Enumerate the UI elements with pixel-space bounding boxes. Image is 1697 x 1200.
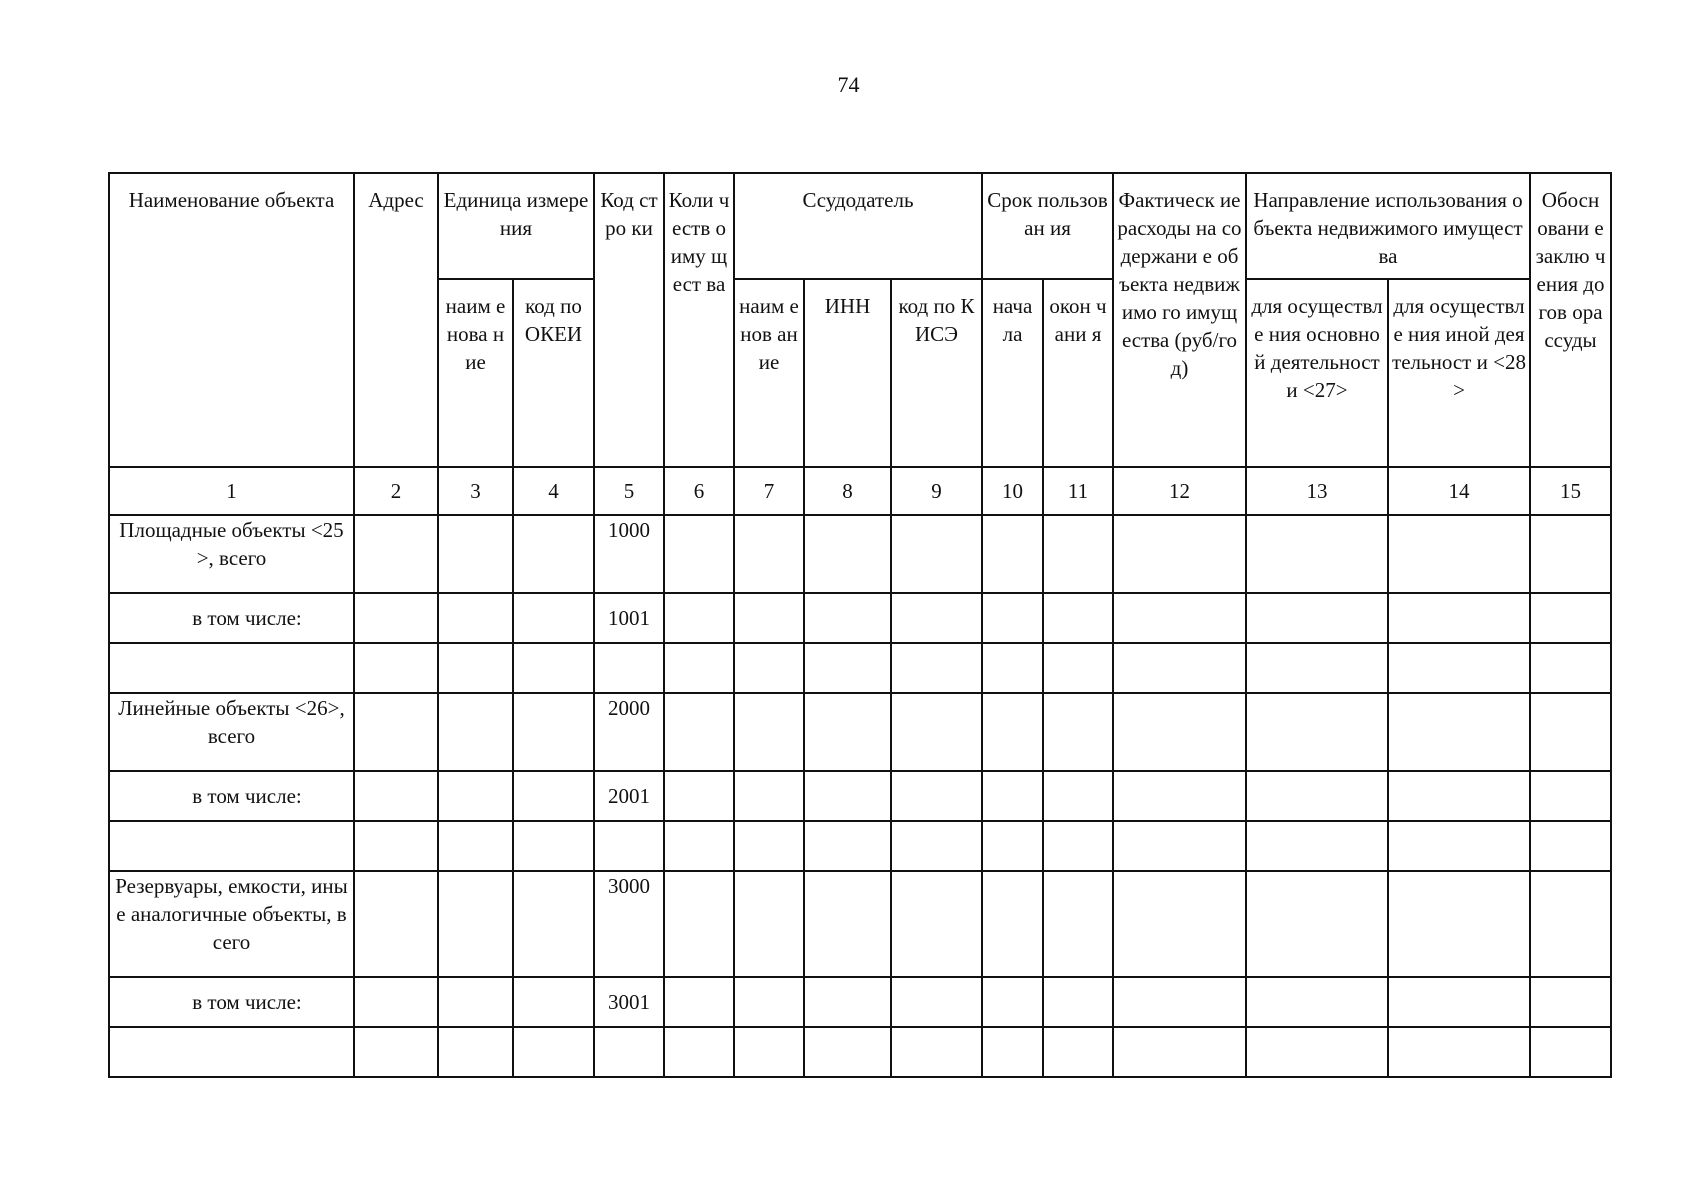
cell (513, 871, 594, 977)
cell (664, 821, 734, 871)
cell (1388, 771, 1530, 821)
table-row (109, 643, 1611, 693)
cell (891, 643, 982, 693)
page-number: 74 (837, 72, 860, 97)
table-row (109, 771, 1611, 821)
cell (982, 771, 1043, 821)
cell (1246, 515, 1388, 593)
header-unit: Единица измерения (438, 173, 594, 279)
row-code: 1001 (594, 593, 664, 643)
cell (594, 643, 664, 693)
cell (891, 821, 982, 871)
cell (438, 643, 513, 693)
cell (513, 515, 594, 593)
cell (1530, 1027, 1611, 1077)
cell (891, 693, 982, 771)
cell (664, 693, 734, 771)
column-number: 4 (513, 467, 594, 515)
cell (438, 1027, 513, 1077)
cell (1113, 593, 1246, 643)
row-name: в том числе: (109, 771, 354, 821)
header-term-start: нача ла (982, 279, 1043, 467)
cell (1113, 643, 1246, 693)
cell (1043, 593, 1113, 643)
row-code: 3000 (594, 871, 664, 977)
cell (109, 821, 354, 871)
cell (438, 515, 513, 593)
cell (354, 693, 438, 771)
cell (1388, 643, 1530, 693)
cell (804, 977, 891, 1027)
cell (1113, 977, 1246, 1027)
cell (891, 871, 982, 977)
cell (804, 693, 891, 771)
row-name: Линейные объекты <26>, всего (109, 693, 354, 771)
cell (982, 821, 1043, 871)
cell (1246, 871, 1388, 977)
cell (1043, 871, 1113, 977)
row-code: 2000 (594, 693, 664, 771)
cell (664, 593, 734, 643)
cell (1113, 821, 1246, 871)
table-row (109, 693, 1611, 771)
row-code: 2001 (594, 771, 664, 821)
cell (1246, 693, 1388, 771)
header-lender-kise: код по КИСЭ (891, 279, 982, 467)
cell (438, 871, 513, 977)
column-number: 15 (1530, 467, 1611, 515)
cell (513, 1027, 594, 1077)
cell (982, 643, 1043, 693)
cell (109, 1027, 354, 1077)
table-row (109, 1027, 1611, 1077)
cell (109, 643, 354, 693)
cell (594, 1027, 664, 1077)
cell (354, 593, 438, 643)
cell (804, 1027, 891, 1077)
cell (1113, 693, 1246, 771)
cell (982, 593, 1043, 643)
header-lender: Ссудодатель (734, 173, 982, 279)
cell (513, 771, 594, 821)
cell (1530, 643, 1611, 693)
column-number: 10 (982, 467, 1043, 515)
header-direction-main: для осуществле ния основной деятельност и <27> (1246, 279, 1388, 467)
cell (354, 977, 438, 1027)
cell (513, 693, 594, 771)
cell (804, 515, 891, 593)
cell (1246, 1027, 1388, 1077)
cell (734, 643, 804, 693)
cell (354, 821, 438, 871)
cell (1043, 977, 1113, 1027)
row-code: 3001 (594, 977, 664, 1027)
header-lender-inn: ИНН (804, 279, 891, 467)
cell (664, 871, 734, 977)
cell (664, 643, 734, 693)
column-number: 6 (664, 467, 734, 515)
header-term: Срок пользован ия (982, 173, 1113, 279)
cell (891, 977, 982, 1027)
table-row (109, 977, 1611, 1027)
cell (734, 593, 804, 643)
header-unit-code: код по ОКЕИ (513, 279, 594, 467)
cell (982, 515, 1043, 593)
cell (1246, 977, 1388, 1027)
header-unit-name: наим енова ние (438, 279, 513, 467)
cell (1113, 871, 1246, 977)
cell (1388, 871, 1530, 977)
cell (891, 1027, 982, 1077)
table-row (109, 871, 1611, 977)
cell (982, 977, 1043, 1027)
cell (354, 871, 438, 977)
cell (438, 693, 513, 771)
cell (513, 977, 594, 1027)
header-term-end: окон чани я (1043, 279, 1113, 467)
cell (438, 771, 513, 821)
header-direction-other: для осуществле ния иной деятельност и <28> (1388, 279, 1530, 467)
cell (1530, 977, 1611, 1027)
cell (513, 593, 594, 643)
cell (891, 771, 982, 821)
column-number: 14 (1388, 467, 1530, 515)
cell (1246, 593, 1388, 643)
column-number: 9 (891, 467, 982, 515)
row-name: Резервуары, емкости, иные аналогичные объекты, всего (109, 871, 354, 977)
cell (1530, 871, 1611, 977)
cell (1530, 693, 1611, 771)
table-row (109, 821, 1611, 871)
cell (734, 771, 804, 821)
column-number: 8 (804, 467, 891, 515)
header-lender-name: наим енов ание (734, 279, 804, 467)
cell (1113, 1027, 1246, 1077)
cell (1388, 593, 1530, 643)
cell (804, 593, 891, 643)
cell (1246, 821, 1388, 871)
cell (1530, 821, 1611, 871)
cell (1388, 977, 1530, 1027)
cell (1388, 1027, 1530, 1077)
cell (734, 1027, 804, 1077)
cell (354, 771, 438, 821)
header-quantity: Коли честв о иму щест ва (664, 173, 734, 467)
table-row (109, 515, 1611, 593)
row-name: в том числе: (109, 977, 354, 1027)
cell (1043, 821, 1113, 871)
cell (354, 1027, 438, 1077)
cell (804, 871, 891, 977)
cell (513, 643, 594, 693)
cell (1388, 515, 1530, 593)
cell (1246, 771, 1388, 821)
cell (734, 977, 804, 1027)
cell (438, 821, 513, 871)
header-address: Адрес (354, 173, 438, 467)
cell (513, 821, 594, 871)
row-code: 1000 (594, 515, 664, 593)
cell (891, 593, 982, 643)
column-number: 5 (594, 467, 664, 515)
cell (734, 693, 804, 771)
cell (1043, 1027, 1113, 1077)
cell (664, 977, 734, 1027)
cell (1246, 643, 1388, 693)
header-direction: Направление использования объекта недвижимого имущества (1246, 173, 1530, 279)
loan-property-table (108, 172, 1612, 1078)
cell (354, 515, 438, 593)
cell (1043, 643, 1113, 693)
header-object-name: Наименование объекта (109, 173, 354, 467)
cell (1388, 821, 1530, 871)
column-number: 13 (1246, 467, 1388, 515)
column-number: 12 (1113, 467, 1246, 515)
cell (1530, 593, 1611, 643)
cell (804, 771, 891, 821)
column-number: 11 (1043, 467, 1113, 515)
cell (1388, 693, 1530, 771)
cell (1113, 771, 1246, 821)
table-row (109, 593, 1611, 643)
column-number: 3 (438, 467, 513, 515)
header-expenses: Фактическ ие расходы на содержани е объекта недвижимо го имущества (руб/год) (1113, 173, 1246, 467)
header-basis: Обосн овани е заклю чения догов ора ссуды (1530, 173, 1611, 467)
cell (438, 593, 513, 643)
cell (1043, 771, 1113, 821)
cell (1043, 693, 1113, 771)
column-number: 1 (109, 467, 354, 515)
cell (734, 871, 804, 977)
column-number: 2 (354, 467, 438, 515)
cell (1043, 515, 1113, 593)
header-row-code: Код стро ки (594, 173, 664, 467)
column-number: 7 (734, 467, 804, 515)
cell (804, 643, 891, 693)
cell (734, 821, 804, 871)
cell (804, 821, 891, 871)
cell (982, 871, 1043, 977)
cell (982, 693, 1043, 771)
cell (664, 1027, 734, 1077)
cell (1113, 515, 1246, 593)
cell (1530, 771, 1611, 821)
cell (891, 515, 982, 593)
column-number-row (109, 467, 1611, 515)
cell (982, 1027, 1043, 1077)
cell (664, 771, 734, 821)
cell (354, 643, 438, 693)
cell (734, 515, 804, 593)
cell (594, 821, 664, 871)
row-name: в том числе: (109, 593, 354, 643)
row-name: Площадные объекты <25>, всего (109, 515, 354, 593)
cell (1530, 515, 1611, 593)
cell (664, 515, 734, 593)
cell (438, 977, 513, 1027)
